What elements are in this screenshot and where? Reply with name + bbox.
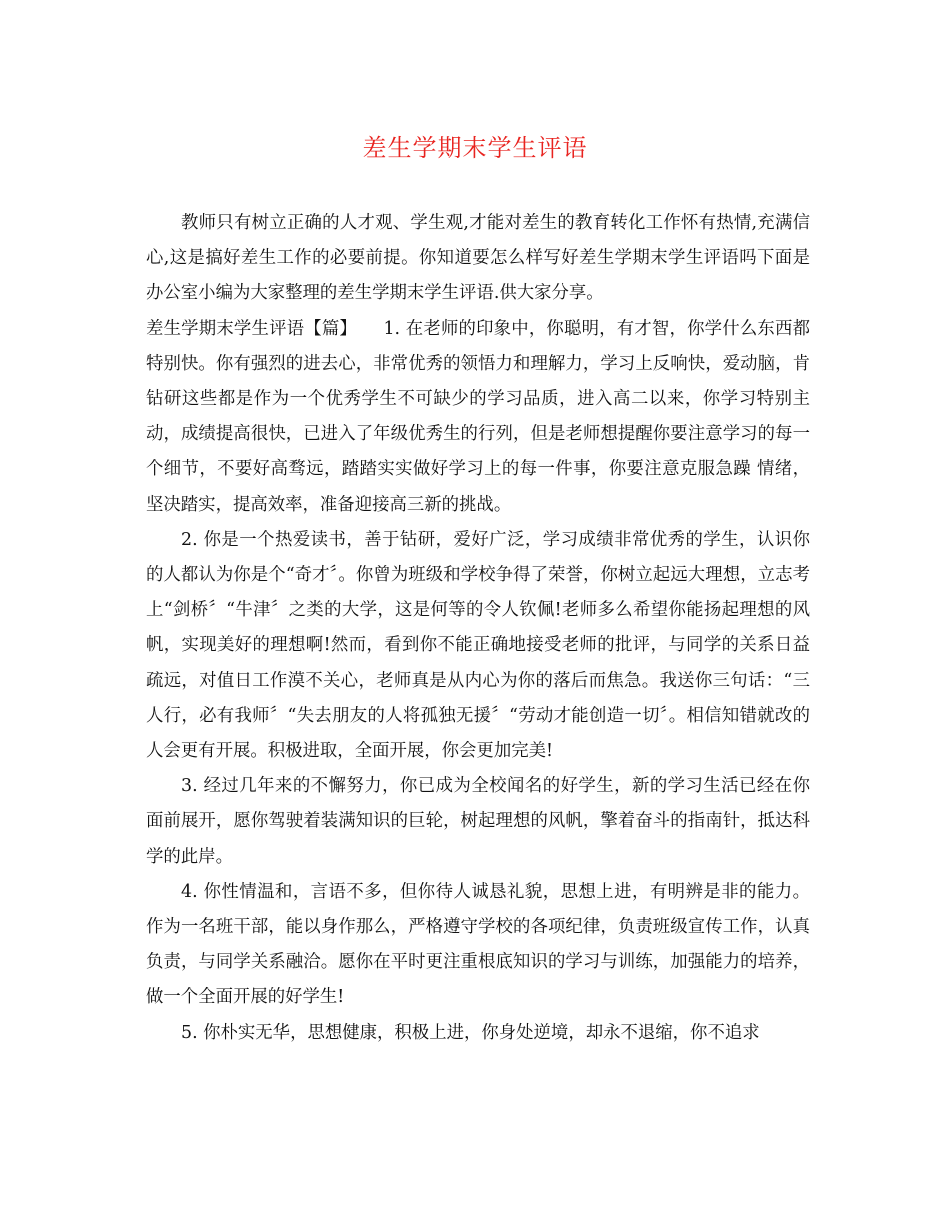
comment-paragraph-5: 5. 你朴实无华，思想健康，积极上进，你身处逆境，却永不退缩，你不追求 — [181, 1022, 760, 1043]
intro-paragraph: 教师只有树立正确的人才观、学生观,才能对差生的教育转化工作怀有热情,充满信心,这是搞好差生工作的必要前提。你知道要怎么样写好差生学期末学生评语吗下面是办公室小编为大家整理的差生学期末学生评语.供大家分享。 — [146, 213, 810, 304]
comment-paragraph-1: 差生学期末学生评语【篇】 1. 在老师的印象中，你聪明，有才智，你学什么东西都特别快。你有强烈的进去心，非常优秀的领悟力和理解力，学习上反响快，爱动脑，肯钻研这些都是作为一个优秀学生不可缺少的学习品质，进入高二以来，你学习特别主动，成绩提高很快，已进入了年级优秀生的行列，但是老师想提醒你要注意学习的每一个细节，不要好高骛远，踏踏实实做好学习上的每一件事，你要注意克服急躁 情绪，坚决踏实，提高效率，准备迎接高三新的挑战。 — [146, 318, 810, 515]
comment-paragraph-3: 3. 经过几年来的不懈努力，你已成为全校闻名的好学生，新的学习生活已经在你面前展开，愿你驾驶着装满知识的巨轮，树起理想的风帆，擎着奋斗的指南针，抵达科学的此岸。 — [146, 776, 810, 867]
comment-paragraph-2: 2. 你是一个热爱读书，善于钻研，爱好广泛，学习成绩非常优秀的学生，认识你的人都认为你是个“奇才〞。你曾为班级和学校争得了荣誉，你树立起远大理想，立志考上“剑桥〞“牛津〞之类的大学，这是何等的令人钦佩!老师多么希望你能扬起理想的风帆，实现美好的理想啊!然而，看到你不能正确地接受老师的批评，与同学的关系日益疏远，对值日工作漠不关心，老师真是从内心为你的落后而焦急。我送你三句话：“三人行，必有我师〞“失去朋友的人将孤独无援〞“劳动才能创造一切〞。相信知错就改的人会更有开展。积极进取，全面开展，你会更加完美! — [146, 529, 810, 762]
document-title: 差生学期末学生评语 — [362, 134, 588, 162]
comment-paragraph-4: 4. 你性情温和，言语不多，但你待人诚恳礼貌，思想上进，有明辨是非的能力。作为一名班干部，能以身作那么，严格遵守学校的各项纪律，负责班级宣传工作，认真负责，与同学关系融洽。愿你在平时更注重根底知识的学习与训练，加强能力的培养，做一个全面开展的好学生! — [146, 881, 810, 1008]
document-body — [146, 206, 810, 1051]
